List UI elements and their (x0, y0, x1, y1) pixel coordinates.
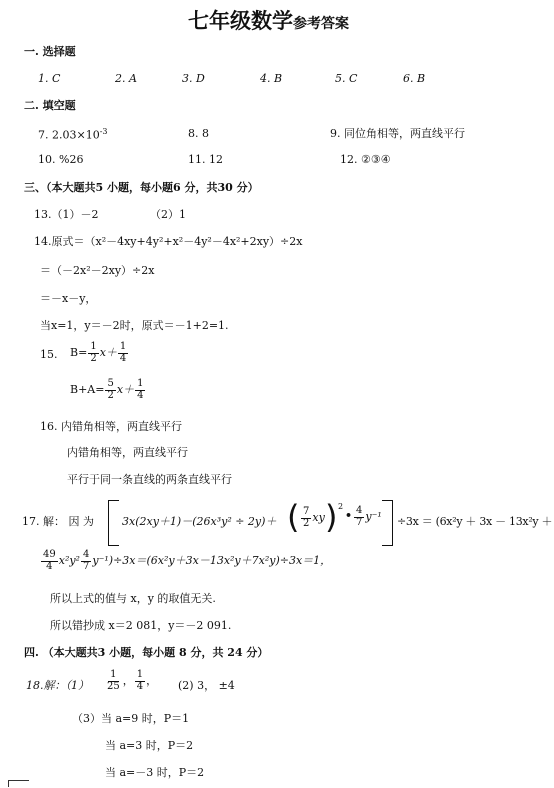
fraction (354, 506, 364, 528)
q14-line3: ＝－x－y， (40, 292, 97, 305)
q17-inner-a: 3x(2xy＋1)－(26x³y² ÷ 2y)＋ (122, 515, 277, 528)
q15-term: x＋ (99, 346, 117, 359)
answer-5: 5. C (335, 72, 358, 85)
q15-number: 15. (40, 348, 58, 361)
q18-line5: 当 a=－3 时，P＝2 (105, 766, 205, 779)
answer-12: 12. ②③④ (340, 153, 391, 166)
q17-label: 17. 解： 因 为 (22, 515, 94, 528)
section-heading-4: 四. （本大题共3 小题，每小题 8 分，共 24 分） (24, 646, 269, 659)
answer-1: 1. C (38, 72, 61, 85)
numerator: 49 (43, 549, 56, 560)
denominator: 7 (356, 516, 363, 528)
answer-7-base: 7. 2.03×10 (38, 128, 100, 142)
answer-3: 3. D (182, 72, 205, 85)
q18-part1: $\frac{1}{25}$ ， $\frac{1}{4}$ ， (107, 669, 158, 692)
q17-line4: 所以错抄成 x＝2 081，y＝－2 091. (50, 619, 232, 632)
answer-8: 8. 8 (188, 127, 209, 140)
q17-line3: 所以上式的值与 x，y 的取值无关. (50, 592, 216, 605)
section-heading-choice: 一. 选择题 (24, 45, 76, 58)
q13-part1: 13.（1）－2 (34, 208, 99, 221)
answer-10: 10. %26 (38, 153, 84, 166)
q16-line1: 16. 内错角相等，两直线平行 (40, 420, 182, 433)
q18-line3: （3）当 a=9 时，P＝1 (72, 712, 190, 725)
denominator: 2 (303, 517, 310, 529)
q15-term: x＋ (116, 383, 135, 396)
fraction (118, 342, 128, 364)
numerator: 1 (137, 378, 144, 389)
numerator: 4 (82, 549, 90, 560)
answer-11: 11. 12 (188, 153, 223, 166)
q14-line2: ＝（－2x²－2xy）÷2x (40, 264, 155, 277)
q14-line1: 14.原式＝（x²－4xy+4y²+x²－4y²－4x²+2xy）÷2x (34, 235, 303, 248)
q14-line4: 当x=1，y＝－2时，原式＝－1+2=1. (40, 319, 229, 332)
section-heading-3: 三、（本大题共5 小题，每小题6 分，共30 分） (24, 181, 259, 194)
fraction (301, 507, 311, 529)
denominator: 4 (119, 352, 127, 364)
right-paren: ) (325, 498, 338, 536)
title-suffix: 参考答案 (293, 16, 349, 32)
section-heading-fill: 二. 填空题 (24, 99, 76, 112)
q13-part2: （2）1 (150, 208, 186, 221)
q17-frac-group (353, 506, 382, 528)
answer-9: 9. 同位角相等，两直线平行 (330, 127, 465, 140)
q15-line2 (70, 379, 146, 401)
q18-part2: (2) 3， ±4 (178, 679, 235, 692)
q17-l2-rest: y⁻¹)÷3x＝(6x²y＋3x－13x²y＋7x²y)÷3x＝1， (92, 554, 332, 567)
fraction (81, 550, 91, 572)
right-bracket (382, 500, 393, 546)
q17-paren-content (300, 507, 325, 529)
fraction (105, 379, 115, 401)
fraction (135, 379, 145, 401)
answer-2: 2. A (115, 72, 137, 85)
fraction (41, 550, 58, 572)
denominator: 7 (82, 560, 90, 572)
q18-line4: 当 a=3 时，P＝2 (105, 739, 194, 752)
numerator: 5 (107, 378, 114, 389)
denominator: 4 (137, 389, 144, 401)
answer-4: 4. B (260, 72, 283, 85)
q16-line2: 内错角相等，两直线平行 (67, 446, 188, 459)
left-bracket (108, 500, 119, 546)
q16-line3: 平行于同一条直线的两条直线平行 (67, 473, 232, 486)
denominator: 25 (107, 680, 120, 692)
numerator: 1 (136, 669, 144, 680)
q17-tail: ÷3x ＝ (6x²y ＋ 3x － 13x²y ＋ (397, 515, 553, 528)
fraction (135, 670, 145, 692)
q18-label: 18.解：（1） (26, 679, 89, 692)
fraction (88, 342, 98, 364)
q17-square: 2 (338, 502, 344, 511)
denominator: 2 (107, 389, 114, 401)
q17-dot: • (345, 509, 353, 522)
q15-b-label: B= (70, 346, 88, 359)
q15-line1 (70, 342, 129, 364)
numerator: 7 (303, 506, 310, 517)
q17-line2 (40, 550, 331, 572)
page-title (188, 10, 349, 31)
numerator: 4 (356, 505, 363, 516)
page-corner-mark (8, 780, 29, 787)
left-paren: ( (287, 498, 300, 536)
q17-xy: xy (312, 511, 325, 524)
q15-ba-label: B+A= (70, 383, 105, 396)
numerator: 1 (110, 669, 117, 680)
fraction (105, 670, 122, 692)
answer-7 (38, 128, 108, 141)
title-main: 七年级数学 (188, 8, 293, 33)
answer-7-exponent: -3 (99, 127, 108, 136)
denominator: 4 (46, 560, 53, 572)
numerator: 1 (119, 341, 127, 352)
denominator: 2 (90, 352, 97, 364)
numerator: 1 (90, 341, 97, 352)
denominator: 4 (136, 680, 144, 692)
q17-l2-term: x²y² (58, 554, 80, 567)
q17-yinv: y⁻¹ (365, 510, 382, 523)
answer-6: 6. B (403, 72, 426, 85)
